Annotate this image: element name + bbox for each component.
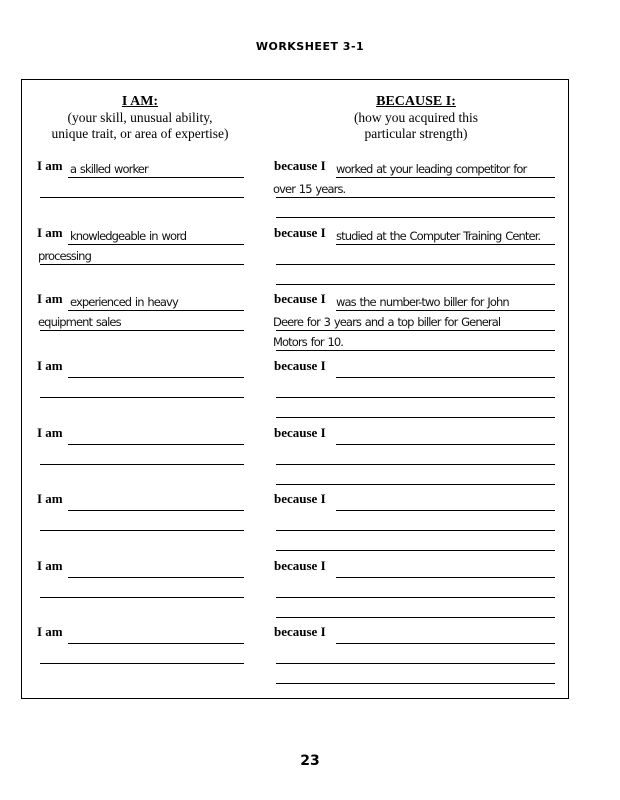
because-i-label: because I bbox=[274, 491, 326, 506]
i-am-label: I am bbox=[37, 225, 63, 240]
right-header-line2: particular strength) bbox=[364, 126, 468, 141]
because-i-label: because I bbox=[274, 624, 326, 639]
right-header-heading: BECAUSE I: bbox=[376, 94, 456, 109]
right-answer-line[interactable] bbox=[336, 510, 555, 511]
right-answer-line[interactable] bbox=[276, 350, 555, 351]
right-answer-line[interactable] bbox=[336, 577, 555, 578]
right-answer-line[interactable] bbox=[336, 377, 555, 378]
left-answer-line[interactable] bbox=[68, 244, 244, 245]
left-answer-line[interactable] bbox=[68, 510, 244, 511]
left-answer-text: knowledgeable in word bbox=[70, 229, 187, 243]
i-am-label: I am bbox=[37, 158, 63, 173]
right-answer-line[interactable] bbox=[276, 484, 555, 485]
right-answer-line[interactable] bbox=[336, 310, 555, 311]
left-answer-line[interactable] bbox=[40, 464, 244, 465]
because-i-label: because I bbox=[274, 425, 326, 440]
left-answer-line[interactable] bbox=[68, 444, 244, 445]
left-answer-line[interactable] bbox=[40, 197, 244, 198]
left-header-line2: unique trait, or area of expertise) bbox=[51, 126, 229, 141]
right-answer-line[interactable] bbox=[336, 444, 555, 445]
i-am-label: I am bbox=[37, 425, 63, 440]
right-answer-line[interactable] bbox=[276, 663, 555, 664]
left-answer-line[interactable] bbox=[40, 663, 244, 664]
i-am-label: I am bbox=[37, 358, 63, 373]
right-header-line1: (how you acquired this bbox=[353, 110, 479, 125]
right-answer-line[interactable] bbox=[276, 550, 555, 551]
left-answer-line[interactable] bbox=[68, 310, 244, 311]
right-answer-line[interactable] bbox=[276, 417, 555, 418]
left-answer-line[interactable] bbox=[68, 577, 244, 578]
worksheet-title: WORKSHEET 3-1 bbox=[255, 40, 365, 53]
right-answer-line[interactable] bbox=[336, 643, 555, 644]
left-header-heading: I AM: bbox=[121, 94, 159, 109]
left-header-line1: (your skill, unusual ability, bbox=[67, 110, 213, 125]
i-am-label: I am bbox=[37, 624, 63, 639]
left-answer-line[interactable] bbox=[40, 597, 244, 598]
right-answer-line[interactable] bbox=[276, 530, 555, 531]
right-answer-text: was the number-two biller for John bbox=[336, 295, 509, 309]
left-answer-line[interactable] bbox=[68, 177, 244, 178]
right-answer-line[interactable] bbox=[336, 244, 555, 245]
because-i-label: because I bbox=[274, 558, 326, 573]
because-i-label: because I bbox=[274, 225, 326, 240]
i-am-label: I am bbox=[37, 491, 63, 506]
left-answer-line[interactable] bbox=[68, 377, 244, 378]
right-answer-line[interactable] bbox=[276, 284, 555, 285]
right-answer-line[interactable] bbox=[276, 397, 555, 398]
right-answer-line[interactable] bbox=[276, 330, 555, 331]
right-answer-text: Deere for 3 years and a top biller for General bbox=[273, 315, 501, 329]
i-am-label: I am bbox=[37, 558, 63, 573]
right-answer-line[interactable] bbox=[276, 197, 555, 198]
right-answer-text: Motors for 10. bbox=[273, 335, 344, 349]
left-answer-line[interactable] bbox=[40, 264, 244, 265]
right-answer-line[interactable] bbox=[276, 597, 555, 598]
left-answer-text: a skilled worker bbox=[70, 162, 148, 176]
right-answer-text: over 15 years. bbox=[273, 182, 346, 196]
right-answer-line[interactable] bbox=[276, 217, 555, 218]
left-answer-line[interactable] bbox=[68, 643, 244, 644]
left-answer-text: equipment sales bbox=[38, 315, 121, 329]
because-i-label: because I bbox=[274, 358, 326, 373]
left-answer-line[interactable] bbox=[40, 330, 244, 331]
left-answer-text: experienced in heavy bbox=[70, 295, 178, 309]
right-answer-line[interactable] bbox=[276, 683, 555, 684]
right-answer-text: studied at the Computer Training Center. bbox=[336, 229, 541, 243]
page-number: 23 bbox=[300, 753, 320, 769]
left-answer-text: processing bbox=[38, 249, 91, 263]
right-answer-text: worked at your leading competitor for bbox=[336, 162, 527, 176]
right-column-header bbox=[306, 94, 526, 142]
because-i-label: because I bbox=[274, 158, 326, 173]
right-answer-line[interactable] bbox=[276, 264, 555, 265]
i-am-label: I am bbox=[37, 291, 63, 306]
left-answer-line[interactable] bbox=[40, 397, 244, 398]
left-answer-line[interactable] bbox=[40, 530, 244, 531]
right-answer-line[interactable] bbox=[336, 177, 555, 178]
right-answer-line[interactable] bbox=[276, 617, 555, 618]
because-i-label: because I bbox=[274, 291, 326, 306]
right-answer-line[interactable] bbox=[276, 464, 555, 465]
left-column-header bbox=[30, 94, 250, 142]
